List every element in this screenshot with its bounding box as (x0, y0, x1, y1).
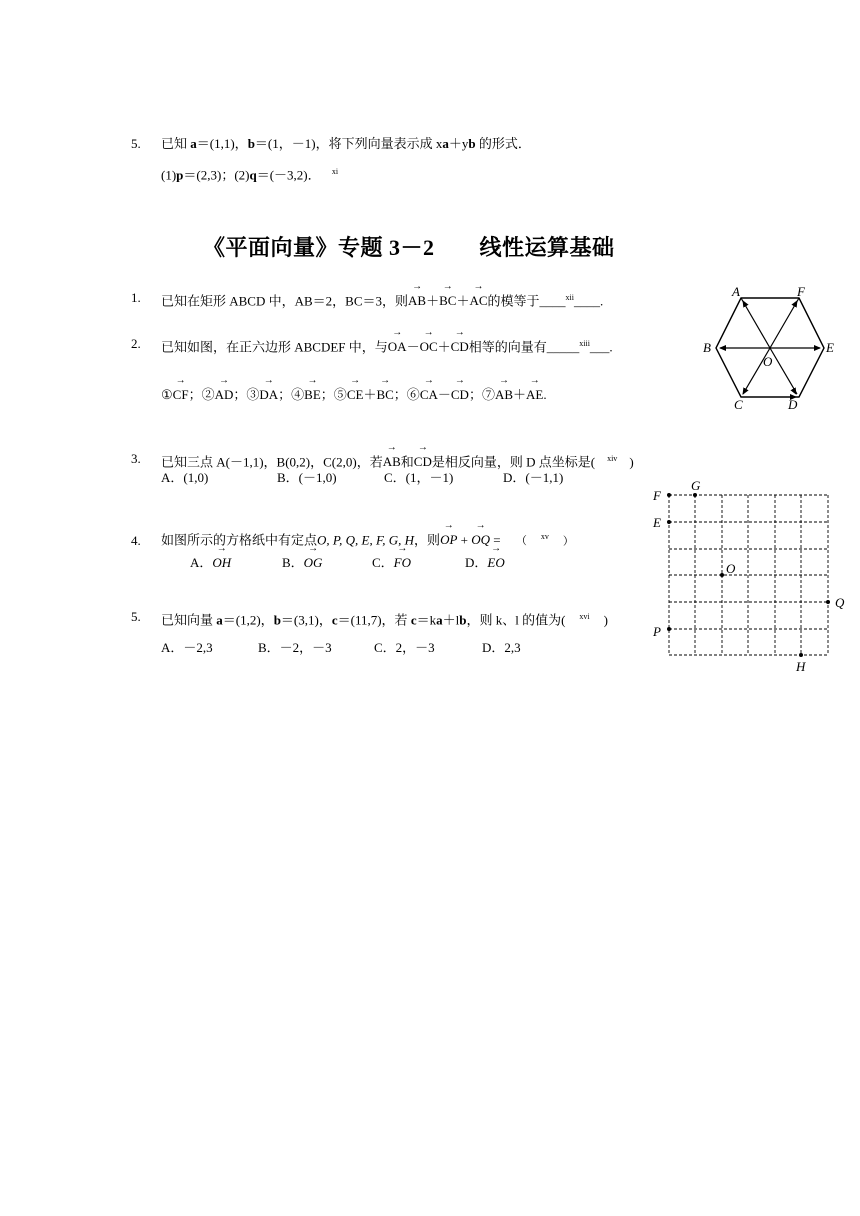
q3-option-a[interactable]: A．(1,0) (161, 470, 209, 485)
q3-number: 3. (131, 451, 141, 466)
text: ；④ (278, 387, 305, 402)
vector-op: → OP (440, 532, 457, 548)
q1-number: 1. (131, 290, 141, 305)
grid-figure (645, 475, 850, 675)
text: 已知如图，在正六边形 ABCDEF 中，与 (161, 339, 388, 355)
text: + (457, 532, 472, 548)
q2-text (161, 336, 613, 355)
vector-cf: → CF (173, 387, 189, 403)
point-e (667, 520, 671, 524)
text: ) (603, 612, 608, 628)
text: (1) (161, 167, 177, 183)
dashed-grid (669, 495, 828, 655)
vector-ab: → AB (408, 293, 426, 309)
vector-cd: → CD (451, 339, 469, 355)
vector-cd: → CD (451, 387, 469, 403)
endnote-ref[interactable]: xiv (607, 454, 618, 463)
endnote-ref[interactable]: xii (565, 293, 574, 302)
text: ，则 k、l 的值为( (466, 612, 566, 628)
vector-oc: → OC (420, 339, 438, 355)
text: ＝(2,3)；(2) (183, 167, 250, 183)
vector-p: p (176, 167, 184, 183)
prev-q5-number: 5. (131, 136, 141, 151)
text: ） (562, 535, 574, 548)
section-title: 《平面向量》专题 3－2 线性运算基础 (203, 235, 615, 260)
segment-of (770, 298, 799, 348)
q5-option-a[interactable]: A．－2,3 (161, 640, 213, 655)
label-h: H (796, 659, 806, 674)
vector-be: → BE (304, 387, 321, 403)
vector-bc: → BC (439, 293, 456, 309)
text: ＋ (437, 339, 451, 355)
point-list: O, P, Q, E, F, G, H (317, 532, 415, 548)
text: ；② (188, 387, 215, 402)
text: － (406, 339, 420, 355)
text: ＋ (513, 387, 527, 402)
text: ＋l (442, 612, 460, 628)
q3-option-b[interactable]: B．(－1,0) (277, 470, 337, 485)
text: ___. (589, 339, 613, 355)
point-p (667, 627, 671, 631)
text: 相等的向量有_____ (468, 339, 580, 355)
q1-text (161, 290, 603, 309)
q2-number: 2. (131, 336, 141, 351)
vector-fo: → FO (394, 555, 411, 571)
vector-da: → DA (259, 387, 278, 403)
q5-number: 5. (131, 609, 141, 624)
vector-c: c (331, 612, 338, 628)
vector-b: b (247, 136, 255, 151)
q4-number: 4. (131, 533, 141, 548)
text: ；③ (233, 387, 260, 402)
segment-oa (741, 298, 770, 348)
q4-option-b[interactable] (282, 555, 322, 571)
endnote-ref[interactable]: xiii (579, 339, 590, 348)
vector-q: q (249, 167, 257, 183)
label-p: P (653, 624, 661, 639)
vector-a: a (436, 612, 443, 628)
q3-option-c[interactable]: C．(1，－1) (384, 470, 454, 485)
text: 已知三点 A(－1,1)，B(0,2)，C(2,0)，若 (161, 454, 383, 470)
vector-c: c (410, 612, 417, 628)
text: 的形式． (475, 136, 531, 151)
label-e: E (653, 515, 661, 530)
point-q (826, 600, 830, 604)
text: ＝(1,1)， (196, 136, 248, 151)
text: ) (629, 454, 634, 470)
text: D． (465, 555, 488, 570)
segment-od (770, 348, 797, 394)
text: ＋ (363, 387, 377, 402)
q4-option-c[interactable] (372, 555, 411, 571)
text: ＝k (416, 612, 437, 628)
q5-option-c[interactable]: C．2，－3 (374, 640, 435, 655)
label-f: F (797, 284, 805, 299)
vector-og: → OG (304, 555, 323, 571)
text: 是相反向量，则 D 点坐标是( (431, 454, 596, 470)
text: ① (161, 387, 173, 402)
text: ＝(1,2)， (222, 612, 274, 628)
label-q: Q (835, 595, 845, 610)
text: 如图所示的方格纸中有定点 (161, 532, 318, 548)
text: ＝(1，－1)，将下列向量表示成 x (254, 136, 443, 151)
q4-option-a[interactable] (190, 555, 231, 571)
hexagon-figure (700, 282, 840, 412)
text: 已知 (161, 136, 191, 151)
text: ＝(11,7)，若 (337, 612, 411, 628)
vector-b: b (273, 612, 281, 628)
label-d: D (788, 397, 798, 412)
q3-option-d[interactable]: D．(－1,1) (503, 470, 564, 485)
q4-option-d[interactable] (465, 555, 505, 571)
label-g: G (691, 478, 701, 493)
text: 的模等于____ (487, 293, 566, 309)
vector-a: a (216, 612, 223, 628)
text: 已知向量 (161, 612, 217, 628)
label-o: O (763, 354, 773, 369)
text: A． (190, 555, 213, 570)
text: ＝(－3,2)． (256, 167, 321, 183)
point-h (799, 653, 803, 657)
text: . (543, 387, 547, 402)
text: ，则 (414, 532, 441, 548)
vector-b: b (468, 136, 476, 151)
text: B． (282, 555, 304, 570)
q5-text (161, 609, 608, 628)
label-f: F (653, 488, 661, 503)
text: C． (372, 555, 394, 570)
text: = (490, 532, 501, 548)
text: ；⑥ (393, 387, 420, 402)
endnote-ref[interactable]: xv (540, 532, 549, 541)
q3-text (161, 451, 634, 470)
vector-oa: → OA (388, 339, 407, 355)
vector-oh: → OH (212, 555, 231, 571)
label-b: B (703, 340, 711, 355)
vector-a: a (190, 136, 197, 151)
vector-ca: → CA (420, 387, 438, 403)
prev-q5-line1 (161, 136, 531, 152)
vector-ab: → AB (383, 454, 401, 470)
text: ____. (574, 293, 604, 309)
text: （ (515, 535, 527, 548)
text: 已知在矩形 ABCD 中，AB＝2，BC＝3，则 (161, 293, 409, 309)
text: 和 (400, 454, 414, 470)
label-a: A (732, 284, 740, 299)
vector-a: a (442, 136, 449, 151)
vector-ad: → AD (215, 387, 234, 403)
endnote-ref[interactable]: xi (331, 167, 339, 176)
vector-bc: → BC (376, 387, 393, 403)
vector-ab: → AB (495, 387, 513, 403)
point-f (667, 493, 671, 497)
q5-option-b[interactable]: B．－2，－3 (258, 640, 332, 655)
text: ；⑦ (468, 387, 495, 402)
q5-option-d[interactable]: D．2,3 (482, 640, 521, 655)
label-c: C (734, 397, 743, 412)
vector-oq: → OQ (471, 532, 490, 548)
q2-options (161, 387, 547, 403)
vector-ac: → AC (469, 293, 487, 309)
vector-ce: → CE (347, 387, 364, 403)
vector-ae: → AE (526, 387, 543, 403)
text: ＋ (426, 293, 440, 309)
text: ；⑤ (320, 387, 347, 402)
vector-b: b (459, 612, 467, 628)
text: ＋y (448, 136, 469, 151)
vector-cd: → CD (414, 454, 432, 470)
vector-eo: → EO (487, 555, 504, 571)
endnote-ref[interactable]: xvi (579, 612, 590, 621)
text: ＋ (456, 293, 470, 309)
point-g (693, 493, 697, 497)
point-o (720, 573, 724, 577)
prev-q5-line2 (161, 164, 338, 183)
label-e: E (826, 340, 834, 355)
label-o: O (726, 561, 736, 576)
text: ＝(3,1)， (280, 612, 332, 628)
text: － (437, 387, 451, 402)
